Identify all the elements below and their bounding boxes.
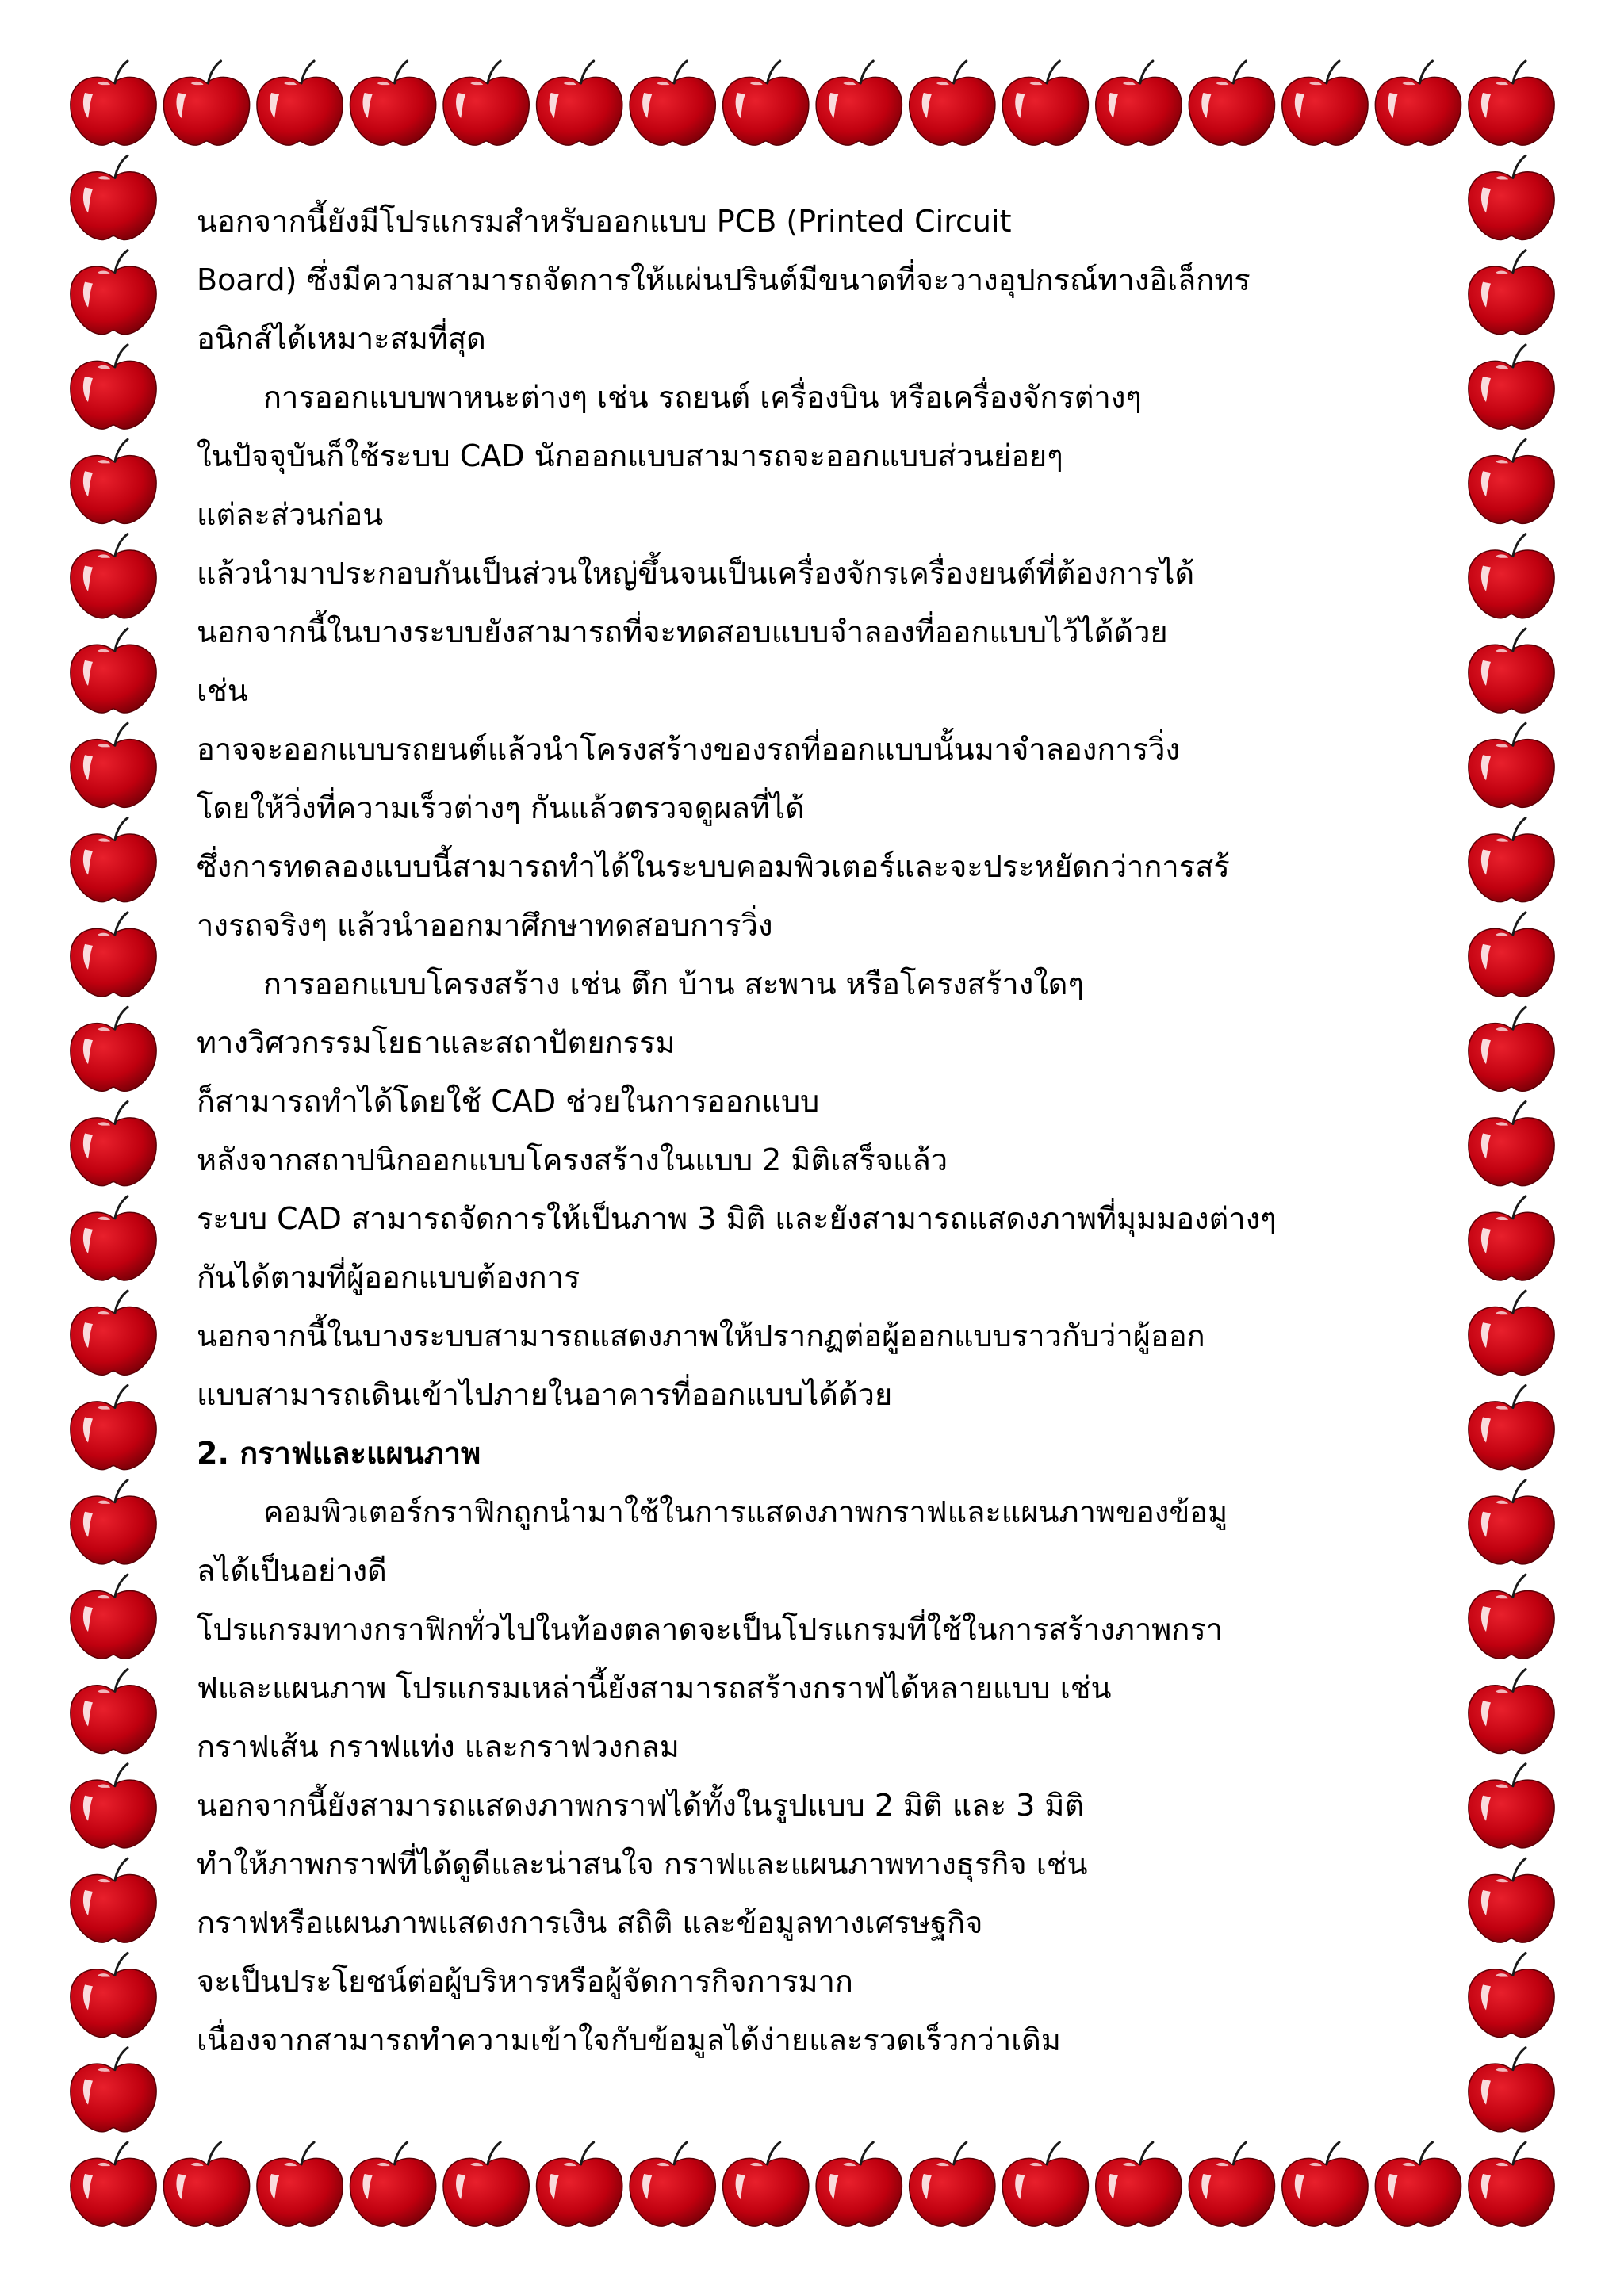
red-apple-icon: [71, 1007, 156, 1091]
red-apple-icon: [71, 629, 156, 713]
text-line: Board) ซึ่งมีความสามารถจัดการให้แผ่นปรินต์มีขนาดที่จะวางอุปกรณ์ทางอิเล็กทร: [197, 262, 1251, 297]
red-apple-icon: [71, 345, 156, 429]
text-line: กราฟเส้น กราฟแท่ง และกราฟวงกลม: [197, 1729, 680, 1764]
text-line: หลังจากสถาปนิกออกแบบโครงสร้างในแบบ 2 มิติเสร็จแล้ว: [197, 1142, 948, 1177]
red-apple-icon: [71, 1480, 156, 1564]
red-apple-icon: [71, 1858, 156, 1942]
red-apple-icon: [71, 2142, 156, 2226]
red-apple-icon: [71, 61, 156, 145]
red-apple-icon: [257, 2142, 343, 2226]
red-apple-icon: [443, 61, 529, 145]
red-apple-icon: [71, 2048, 156, 2132]
red-apple-icon: [1002, 2142, 1088, 2226]
red-apple-icon: [1469, 251, 1554, 335]
text-line: โดยให้วิ่งที่ความเร็วต่างๆ กันแล้วตรวจดูผลที่ได้: [197, 790, 805, 825]
text-line: ซึ่งการทดลองแบบนี้สามารถทำได้ในระบบคอมพิวเตอร์และจะประหยัดกว่าการสร้: [197, 849, 1230, 884]
text-line: ระบบ CAD สามารถจัดการให้เป็นภาพ 3 มิติ และยังสามารถแสดงภาพที่มุมมองต่างๆ: [197, 1201, 1277, 1236]
text-line: การออกแบบพาหนะต่างๆ เช่น รถยนต์ เครื่องบิน หรือเครื่องจักรต่างๆ: [263, 380, 1142, 415]
red-apple-icon: [723, 61, 809, 145]
red-apple-icon: [257, 61, 343, 145]
red-apple-icon: [1469, 61, 1554, 145]
text-line: นอกจากนี้ในบางระบบสามารถแสดงภาพให้ปรากฏต่อผู้ออกแบบราวกับว่าผู้ออก: [197, 1318, 1205, 1353]
red-apple-icon: [1469, 1385, 1554, 1469]
red-apple-icon: [71, 1102, 156, 1186]
red-apple-icon: [1469, 1575, 1554, 1659]
red-apple-icon: [1469, 1196, 1554, 1280]
red-apple-icon: [350, 2142, 435, 2226]
red-apple-icon: [71, 155, 156, 239]
text-line: กราฟหรือแผนภาพแสดงการเงิน สถิติ และข้อมูลทางเศรษฐกิจ: [197, 1905, 983, 1940]
red-apple-icon: [630, 61, 715, 145]
text-line: การออกแบบโครงสร้าง เช่น ตึก บ้าน สะพาน หรือโครงสร้างใดๆ: [263, 966, 1084, 1001]
red-apple-icon: [1282, 2142, 1368, 2226]
red-apple-icon: [816, 2142, 902, 2226]
red-apple-icon: [1469, 2048, 1554, 2132]
text-line: นอกจากนี้ในบางระบบยังสามารถที่จะทดสอบแบบจำลองที่ออกแบบไว้ได้ด้วย: [197, 614, 1168, 649]
red-apple-icon: [1469, 1953, 1554, 2037]
text-line: เนื่องจากสามารถทำความเข้าใจกับข้อมูลได้ง่ายและรวดเร็วกว่าเดิม: [197, 2022, 1061, 2057]
red-apple-icon: [1469, 1007, 1554, 1091]
text-line: แต่ละส่วนก่อน: [197, 497, 384, 532]
red-apple-icon: [71, 1385, 156, 1469]
red-apple-icon: [1469, 1102, 1554, 1186]
red-apple-icon: [1469, 629, 1554, 713]
text-line: แบบสามารถเดินเข้าไปภายในอาคารที่ออกแบบได้ด้วย: [197, 1377, 893, 1412]
red-apple-icon: [71, 534, 156, 618]
red-apple-icon: [816, 61, 902, 145]
text-line: ทางวิศวกรรมโยธาและสถาปัตยกรรม: [197, 1025, 676, 1060]
red-apple-icon: [1469, 1858, 1554, 1942]
red-apple-icon: [71, 1669, 156, 1753]
red-apple-icon: [1375, 2142, 1461, 2226]
red-apple-icon: [71, 913, 156, 997]
red-apple-icon: [71, 818, 156, 902]
red-apple-icon: [1189, 2142, 1274, 2226]
red-apple-icon: [71, 1575, 156, 1659]
red-apple-icon: [1096, 61, 1182, 145]
red-apple-icon: [537, 61, 622, 145]
red-apple-icon: [910, 61, 995, 145]
red-apple-icon: [71, 1953, 156, 2037]
red-apple-icon: [910, 2142, 995, 2226]
text-line: างรถจริงๆ แล้วนำออกมาศึกษาทดสอบการวิ่ง: [197, 908, 773, 943]
red-apple-icon: [71, 1291, 156, 1375]
text-line: เช่น: [197, 673, 248, 708]
red-apple-icon: [1469, 345, 1554, 429]
red-apple-icon: [1469, 155, 1554, 239]
red-apple-icon: [1002, 61, 1088, 145]
red-apple-icon: [1189, 61, 1274, 145]
red-apple-icon: [723, 2142, 809, 2226]
red-apple-icon: [443, 2142, 529, 2226]
red-apple-icon: [1469, 534, 1554, 618]
red-apple-icon: [537, 2142, 622, 2226]
red-apple-icon: [1469, 439, 1554, 523]
text-line: ทำให้ภาพกราฟที่ได้ดูดีและน่าสนใจ กราฟและแผนภาพทางธุรกิจ เช่น: [197, 1846, 1088, 1881]
section-heading: 2. กราฟและแผนภาพ: [197, 1436, 481, 1471]
text-line: นอกจากนี้ยังสามารถแสดงภาพกราฟได้ทั้งในรูปแบบ 2 มิติ และ 3 มิติ: [197, 1788, 1085, 1823]
red-apple-icon: [1375, 61, 1461, 145]
body-text: [197, 192, 1434, 2069]
red-apple-icon: [1469, 913, 1554, 997]
red-apple-icon: [163, 2142, 249, 2226]
text-line: โปรแกรมทางกราฟิกทั่วไปในท้องตลาดจะเป็นโปรแกรมที่ใช้ในการสร้างภาพกรา: [197, 1612, 1224, 1647]
red-apple-icon: [630, 2142, 715, 2226]
red-apple-icon: [1469, 1480, 1554, 1564]
text-line: นอกจากนี้ยังมีโปรแกรมสำหรับออกแบบ PCB (Printed Circuit: [197, 204, 1012, 239]
red-apple-icon: [163, 61, 249, 145]
red-apple-icon: [1469, 1291, 1554, 1375]
red-apple-icon: [1469, 818, 1554, 902]
text-line: ลได้เป็นอย่างดี: [197, 1553, 387, 1588]
red-apple-icon: [1282, 61, 1368, 145]
red-apple-icon: [71, 723, 156, 807]
red-apple-icon: [71, 1196, 156, 1280]
text-line: ก็สามารถทำได้โดยใช้ CAD ช่วยในการออกแบบ: [197, 1084, 820, 1119]
text-line: อาจจะออกแบบรถยนต์แล้วนำโครงสร้างของรถที่ออกแบบนั้นมาจำลองการวิ่ง: [197, 732, 1181, 767]
red-apple-icon: [350, 61, 435, 145]
text-line: จะเป็นประโยชน์ต่อผู้บริหารหรือผู้จัดการกิจการมาก: [197, 1964, 853, 1999]
red-apple-icon: [1469, 1764, 1554, 1848]
text-line: แล้วนำมาประกอบกันเป็นส่วนใหญ่ขึ้นจนเป็นเครื่องจักรเครื่องยนต์ที่ต้องการได้: [197, 556, 1195, 591]
text-line: กันได้ตามที่ผู้ออกแบบต้องการ: [197, 1260, 580, 1295]
text-line: อนิกส์ได้เหมาะสมที่สุด: [197, 321, 486, 356]
red-apple-icon: [71, 439, 156, 523]
red-apple-icon: [1469, 1669, 1554, 1753]
red-apple-icon: [1096, 2142, 1182, 2226]
text-line: ฟและแผนภาพ โปรแกรมเหล่านี้ยังสามารถสร้างกราฟได้หลายแบบ เช่น: [197, 1670, 1112, 1705]
red-apple-icon: [71, 1764, 156, 1848]
red-apple-icon: [1469, 723, 1554, 807]
text-line: คอมพิวเตอร์กราฟิกถูกนำมาใช้ในการแสดงภาพกราฟและแผนภาพของข้อมู: [263, 1494, 1228, 1529]
red-apple-icon: [71, 251, 156, 335]
text-line: ในปัจจุบันก็ใช้ระบบ CAD นักออกแบบสามารถจะออกแบบส่วนย่อยๆ: [197, 438, 1063, 473]
red-apple-icon: [1469, 2142, 1554, 2226]
